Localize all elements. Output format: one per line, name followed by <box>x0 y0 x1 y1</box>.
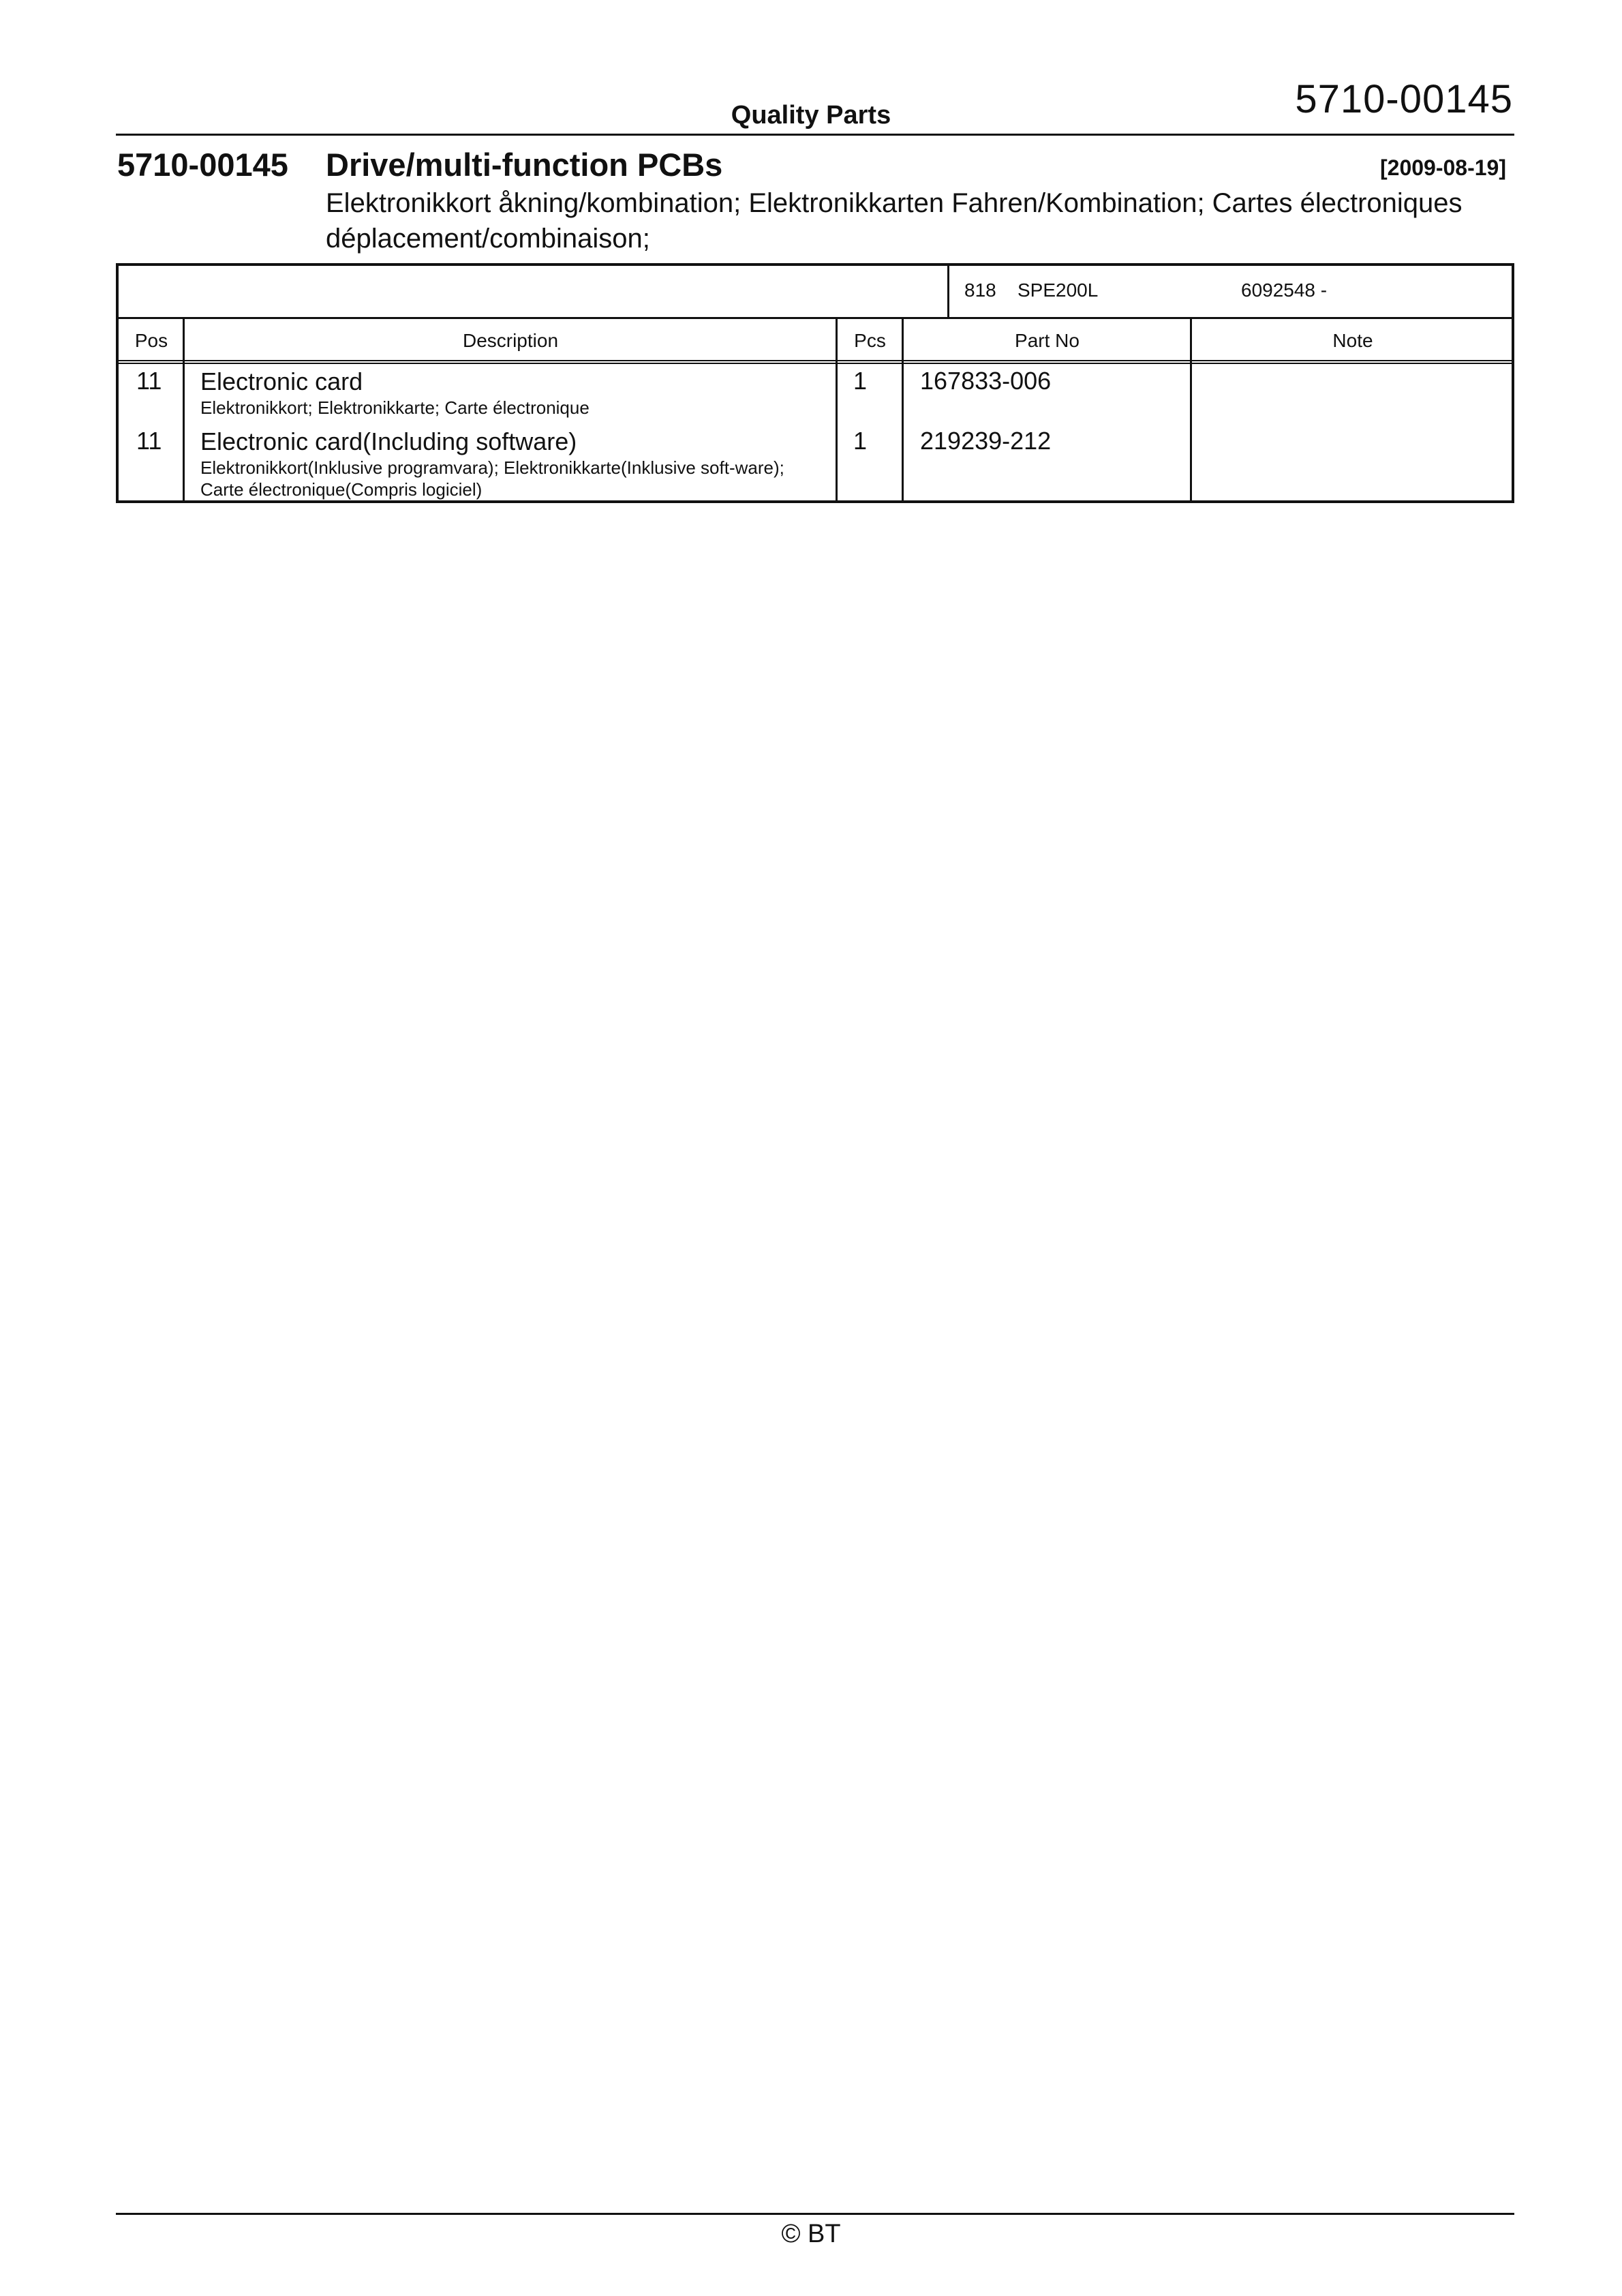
row-description <box>200 427 827 500</box>
row-description-main: Electronic card <box>200 367 363 395</box>
footer-divider <box>116 2213 1514 2215</box>
row-pcs: 1 <box>853 427 868 455</box>
row-description-main: Electronic card(Including software) <box>200 427 577 455</box>
header-description: Description <box>462 330 559 351</box>
model-serial: 6092548 - <box>1241 280 1328 301</box>
column-divider <box>836 319 838 500</box>
column-divider <box>902 319 904 500</box>
table-header-row <box>119 319 1512 364</box>
row-description <box>200 367 827 419</box>
title-translations: Elektronikkort åkning/kombination; Elektronikkarten Fahren/Kombination; Cartes électroniques déplacement/combinaison; <box>326 188 1463 254</box>
row-part-no: 167833-006 <box>920 367 1052 395</box>
row-pcs: 1 <box>853 367 868 395</box>
header-divider <box>116 134 1514 136</box>
row-pos: 11 <box>136 367 162 395</box>
parts-table <box>116 263 1514 503</box>
model-number: 818 <box>964 280 996 301</box>
column-divider <box>183 319 185 500</box>
header-pos: Pos <box>134 330 168 351</box>
row-description-translation: Elektronikkort(Inklusive programvara); Elektronikkarte(Inklusive soft-ware); Carte électronique(Compris logiciel) <box>200 457 784 500</box>
header-pcs: Pcs <box>854 330 886 351</box>
model-name: SPE200L <box>1017 280 1099 301</box>
row-pos: 11 <box>136 427 162 455</box>
title-date: [2009-08-19] <box>1380 155 1506 180</box>
row-part-no: 219239-212 <box>920 427 1052 455</box>
model-row <box>119 266 1512 319</box>
header-section-title: Quality Parts <box>731 101 891 130</box>
header-doc-number: 5710-00145 <box>1295 77 1513 121</box>
title-code: 5710-00145 <box>117 147 288 183</box>
header-part-no: Part No <box>1015 330 1080 351</box>
header-note: Note <box>1332 330 1373 351</box>
page-title: Drive/multi-function PCBs <box>326 147 723 183</box>
model-cell <box>947 266 1512 317</box>
row-description-translation: Elektronikkort; Elektronikkarte; Carte électronique <box>200 397 590 418</box>
footer-copyright: © BT <box>781 2220 841 2248</box>
column-divider <box>1190 319 1192 500</box>
